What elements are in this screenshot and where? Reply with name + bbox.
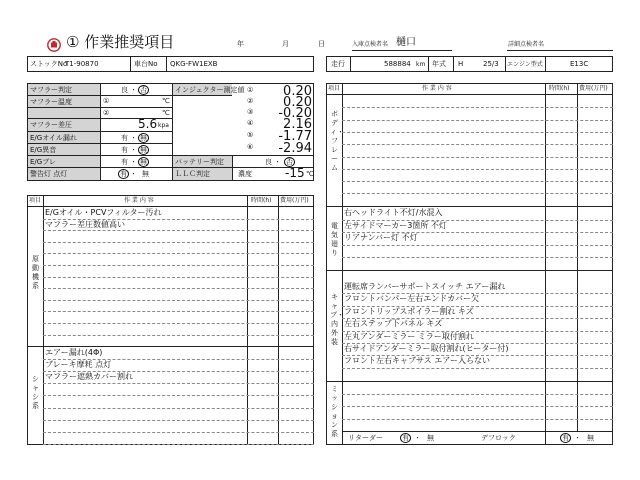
left-header-content: 作 業 内 容 (124, 197, 154, 204)
right-header-time: 時間(h) (549, 85, 570, 92)
body-row-line (342, 157, 613, 158)
cab-item: フロントリップスポイラー割れ キズ (344, 306, 474, 316)
electrical-row-line (342, 257, 613, 258)
cab-item: 左右ステップ下パネル キズ (344, 319, 443, 329)
injector-value: 0.20 (283, 95, 312, 110)
engine-row-line (43, 242, 314, 243)
year-label: 年 (237, 40, 244, 48)
noise-label: E/G異音 (30, 146, 57, 154)
engine-row-line (43, 288, 314, 289)
muffler-diff-unit: kpa (158, 122, 169, 129)
battery-good: 良 (265, 158, 272, 166)
right-header-content: 作 業 内 容 (422, 85, 452, 92)
engine-row-line (43, 323, 314, 324)
right-work-table (326, 83, 613, 445)
chassis-row-line (43, 432, 314, 433)
left-header-cost: 費用(万円) (280, 197, 309, 204)
year-model-label: 年式 (432, 60, 446, 68)
right-header-item: 項目 (328, 85, 341, 92)
injector-no: ④ (247, 119, 254, 127)
vibration-label: E/Gブレ (30, 158, 56, 166)
llc-unit: ℃ (306, 170, 314, 178)
muffler-judge-label: マフラー判定 (30, 86, 72, 94)
llc-value: -15 (285, 166, 305, 180)
engine-item: マフラー差圧数値高い (45, 219, 125, 229)
body-row-line (342, 169, 613, 170)
injector-no: ② (247, 97, 254, 105)
muffler-temp-n2: ② (103, 109, 110, 117)
section-engine-label: 原動機系 (32, 255, 39, 290)
page-title (66, 33, 174, 51)
section-electrical-label: 電気廻り (331, 222, 338, 257)
chassis-row-line (43, 444, 314, 445)
battery-sep: ・ (274, 158, 281, 166)
chassis-item: ブレーキ摩耗 点灯 (45, 360, 112, 370)
cab-row-line (342, 368, 613, 369)
body-row-line (342, 181, 613, 182)
title-text: 作業推奨項目 (84, 33, 175, 51)
cab-item: 右サイドアンダーミラー取付割れ(ヒーター付) (344, 344, 509, 353)
oil-leak-label: E/Gオイル漏れ (30, 134, 77, 142)
right-header-cost: 費用(万円) (579, 85, 608, 92)
chassis-row-line (43, 420, 314, 421)
vibration-no: 無 (140, 158, 147, 166)
muffler-temp-label: マフラー温度 (30, 98, 72, 106)
retarder-yes: 有 (402, 434, 409, 442)
engine-row-line (43, 335, 314, 336)
body-row-line (342, 107, 613, 108)
muffler-temp-unit2: ℃ (162, 109, 170, 117)
engine-row-line (43, 230, 314, 231)
injector-no: ① (247, 86, 254, 94)
inspector-label: 入庫点検者名 (352, 41, 389, 48)
muffler-temp-unit1: ℃ (162, 97, 170, 105)
injector-no: ⑤ (247, 131, 254, 139)
warning-lamp-sep: ・ (130, 170, 137, 178)
mission-row-line (342, 419, 613, 420)
day-label: 日 (318, 40, 325, 48)
month-label: 月 (282, 40, 289, 48)
muffler-diff-label: マフラー差圧 (30, 121, 72, 129)
body-row-line (342, 193, 613, 194)
section-mission-label: ミッション系 (331, 385, 338, 438)
cab-item: 左丸アンダーミラー ミラー取付割れ (344, 331, 474, 341)
oil-leak-yes: 有 (121, 134, 128, 142)
noise-yes: 有 (121, 146, 128, 154)
engine-row-line (43, 253, 314, 254)
difflock-sep: ・ (574, 434, 581, 442)
injector-value: -1.77 (278, 129, 312, 144)
mission-row-line (342, 394, 613, 395)
oil-leak-no: 無 (140, 134, 147, 142)
cab-item: フロントバンパー左右エンドカバー欠 (344, 294, 480, 304)
stock-value: T1-90870 (65, 60, 99, 68)
injector-label: インジェクター測定値 (175, 86, 245, 94)
mileage-value: 588884 (384, 60, 411, 68)
mission-row-line (342, 406, 613, 407)
electrical-item: 右ヘッドライト不灯/水混入 (344, 208, 443, 217)
mileage-unit: km (416, 61, 426, 68)
electrical-item: 左サイドマーカー3箇所 不灯 (344, 220, 447, 230)
difflock-yes: 有 (562, 434, 569, 442)
body-row-line (342, 144, 613, 145)
mileage-label: 走行 (331, 60, 345, 68)
detail-inspector-label: 詳細点検者名 (508, 41, 545, 48)
body-row-line (342, 132, 613, 133)
battery-bad: 否 (286, 158, 293, 166)
retarder-label: リターダー (348, 434, 383, 442)
muffler-judge-bad: 否 (140, 86, 147, 94)
engine-item: E/Gオイル・PCVフィルター汚れ (45, 208, 162, 217)
warning-lamp-no: 無 (142, 170, 149, 178)
left-header-time: 時間(h) (251, 197, 272, 204)
chassis-item: エアー漏れ(4Φ) (45, 348, 103, 357)
section-body-label: ボディ・フレーム (330, 110, 344, 172)
llc-conc-label: 濃度 (238, 170, 252, 178)
era-value: H (458, 60, 464, 68)
difflock-no: 無 (587, 434, 594, 442)
noise-sep: ・ (130, 146, 137, 154)
retarder-sep: ・ (414, 434, 421, 442)
injector-value: -2.94 (278, 141, 312, 156)
warning-lamp-label: 警告灯 点灯 (30, 170, 68, 178)
injector-no: ③ (247, 108, 254, 116)
chassis-row-line (43, 383, 314, 384)
engine-label: エンジン型式 (507, 61, 543, 68)
injector-value: -0.20 (278, 106, 312, 121)
cab-item: 運転席ランバーサポートスイッチ エアー漏れ (344, 282, 506, 291)
title-number: ① (66, 33, 80, 51)
stock-label: ストックNo (30, 60, 68, 68)
warning-lamp-yes: 有 (120, 170, 127, 178)
chassis-row-line (43, 395, 314, 396)
engine-row-line (43, 311, 314, 312)
vibration-sep: ・ (130, 158, 137, 166)
battery-label: バッテリー判定 (175, 158, 224, 166)
chassis-label: 車台No (134, 60, 158, 68)
cab-item: フロント左右キャブサス エアー入らない (344, 356, 490, 366)
chassis-value: QKG-FW1EXB (170, 60, 218, 68)
injector-value: 0.20 (283, 84, 312, 99)
section-cab-label: キャブ・内外装 (330, 293, 344, 346)
muffler-temp-n1: ① (103, 97, 110, 105)
engine-row-line (43, 265, 314, 266)
year-model-value: 25/3 (483, 60, 499, 68)
noise-no: 無 (140, 146, 147, 154)
logo-icon (47, 37, 61, 51)
engine-row-line (43, 277, 314, 278)
retarder-no: 無 (427, 434, 434, 442)
left-header-item: 項目 (29, 197, 42, 204)
body-row-line (342, 120, 613, 121)
muffler-judge-sep: ・ (130, 86, 137, 94)
difflock-label: デフロック (481, 434, 516, 442)
oil-leak-sep: ・ (130, 134, 137, 142)
inspector-name: 樋口 (396, 37, 416, 48)
electrical-row-line (342, 245, 613, 246)
injector-value: 2.16 (283, 117, 312, 132)
muffler-judge-good: 良 (121, 86, 128, 94)
chassis-item: マフラー遮熱カバー割れ (45, 372, 133, 382)
electrical-item: リアナンバー灯 不灯 (344, 233, 418, 242)
injector-no: ⑥ (247, 143, 254, 151)
section-chassis-label: シャシ系 (32, 375, 39, 410)
chassis-row-line (43, 408, 314, 409)
muffler-diff-value: 5.6 (138, 117, 158, 131)
engine-row-line (43, 300, 314, 301)
vibration-yes: 有 (121, 158, 128, 166)
engine-value: E13C (570, 60, 589, 68)
llc-label: ＬＬＣ判定 (175, 170, 210, 178)
